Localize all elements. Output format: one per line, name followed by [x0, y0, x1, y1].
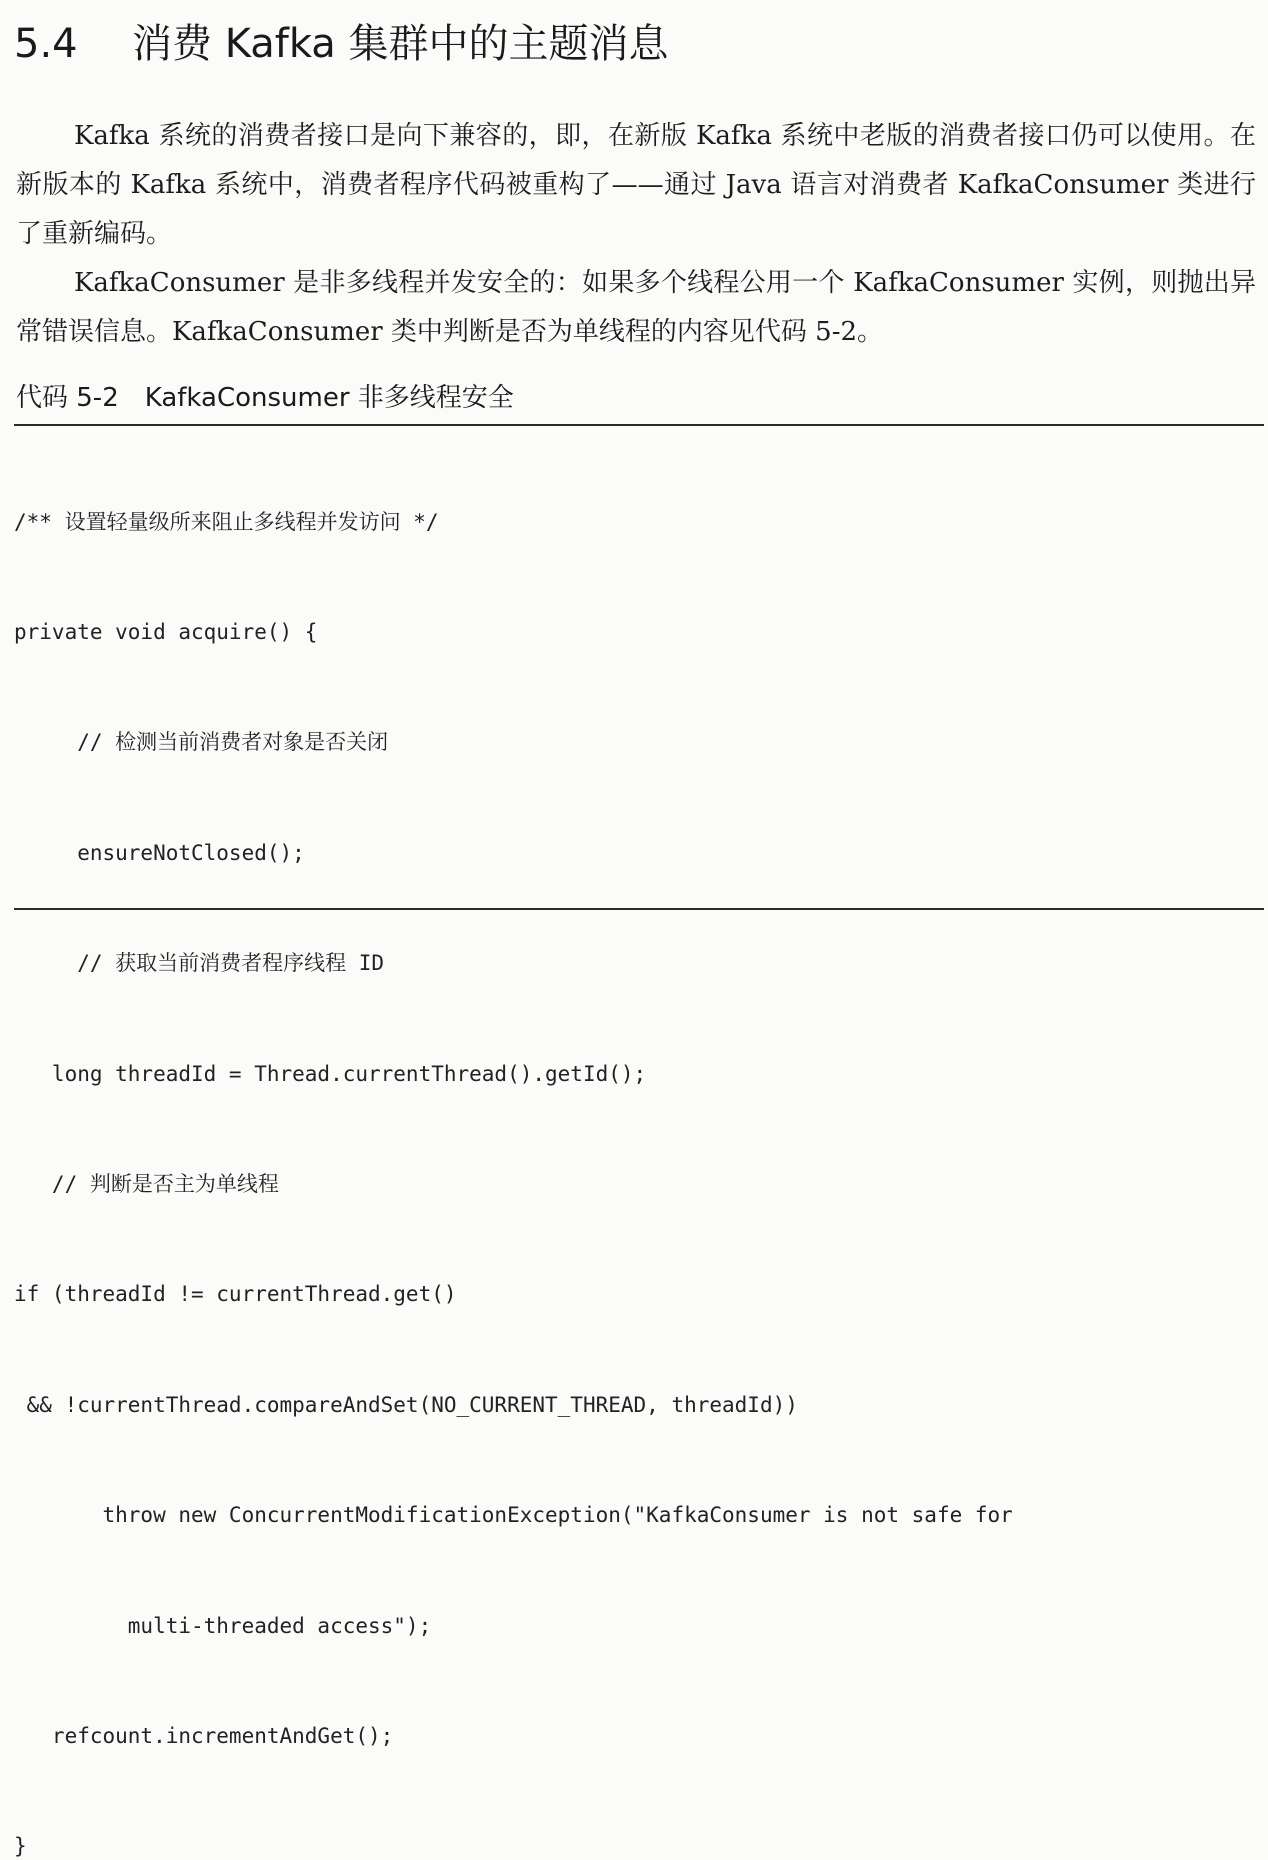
code-line: if (threadId != currentThread.get() [14, 1282, 457, 1307]
code-line: ensureNotClosed(); [14, 840, 305, 865]
code-line: refcount.incrementAndGet(); [14, 1723, 394, 1748]
code-listing-caption [16, 377, 514, 419]
section-number: 5.4 [14, 21, 78, 67]
listing-label: 代码 5-2 [16, 383, 119, 413]
code-line: // 获取当前消费者程序线程 ID [14, 951, 385, 976]
code-line: /** 设置轻量级所来阻止多线程并发访问 */ [14, 509, 439, 534]
section-heading [14, 16, 669, 72]
code-line: long threadId = Thread.currentThread().getId(); [14, 1061, 647, 1086]
code-line: multi-threaded access"); [14, 1613, 432, 1638]
code-line: // 判断是否主为单线程 [14, 1171, 279, 1196]
listing-title: KafkaConsumer 非多线程安全 [144, 383, 514, 413]
code-line: throw new ConcurrentModificationException("KafkaConsumer is not safe for [14, 1503, 1013, 1528]
code-line: private void acquire() { [14, 619, 318, 644]
section-title: 消费 Kafka 集群中的主题消息 [132, 21, 669, 67]
code-line: && !currentThread.compareAndSet(NO_CURRENT_THREAD, threadId)) [14, 1392, 798, 1417]
code-line: } [14, 1834, 27, 1859]
body-paragraph: Kafka 系统的消费者接口是向下兼容的，即，在新版 Kafka 系统中老版的消费者接口仍可以使用。在新版本的 Kafka 系统中，消费者程序代码被重构了——通过 Java 语言对消费者 KafkaConsumer 类进行了重新编码。 [16, 121, 1256, 249]
code-block [14, 430, 1254, 1860]
code-top-rule [14, 424, 1264, 426]
body-paragraph: KafkaConsumer 是非多线程并发安全的：如果多个线程公用一个 KafkaConsumer 实例，则抛出异常错误信息。KafkaConsumer 类中判断是否为单线程的内容见代码 5-2。 [16, 268, 1256, 347]
code-line: // 检测当前消费者对象是否关闭 [14, 730, 389, 755]
code-bottom-rule [14, 908, 1264, 910]
